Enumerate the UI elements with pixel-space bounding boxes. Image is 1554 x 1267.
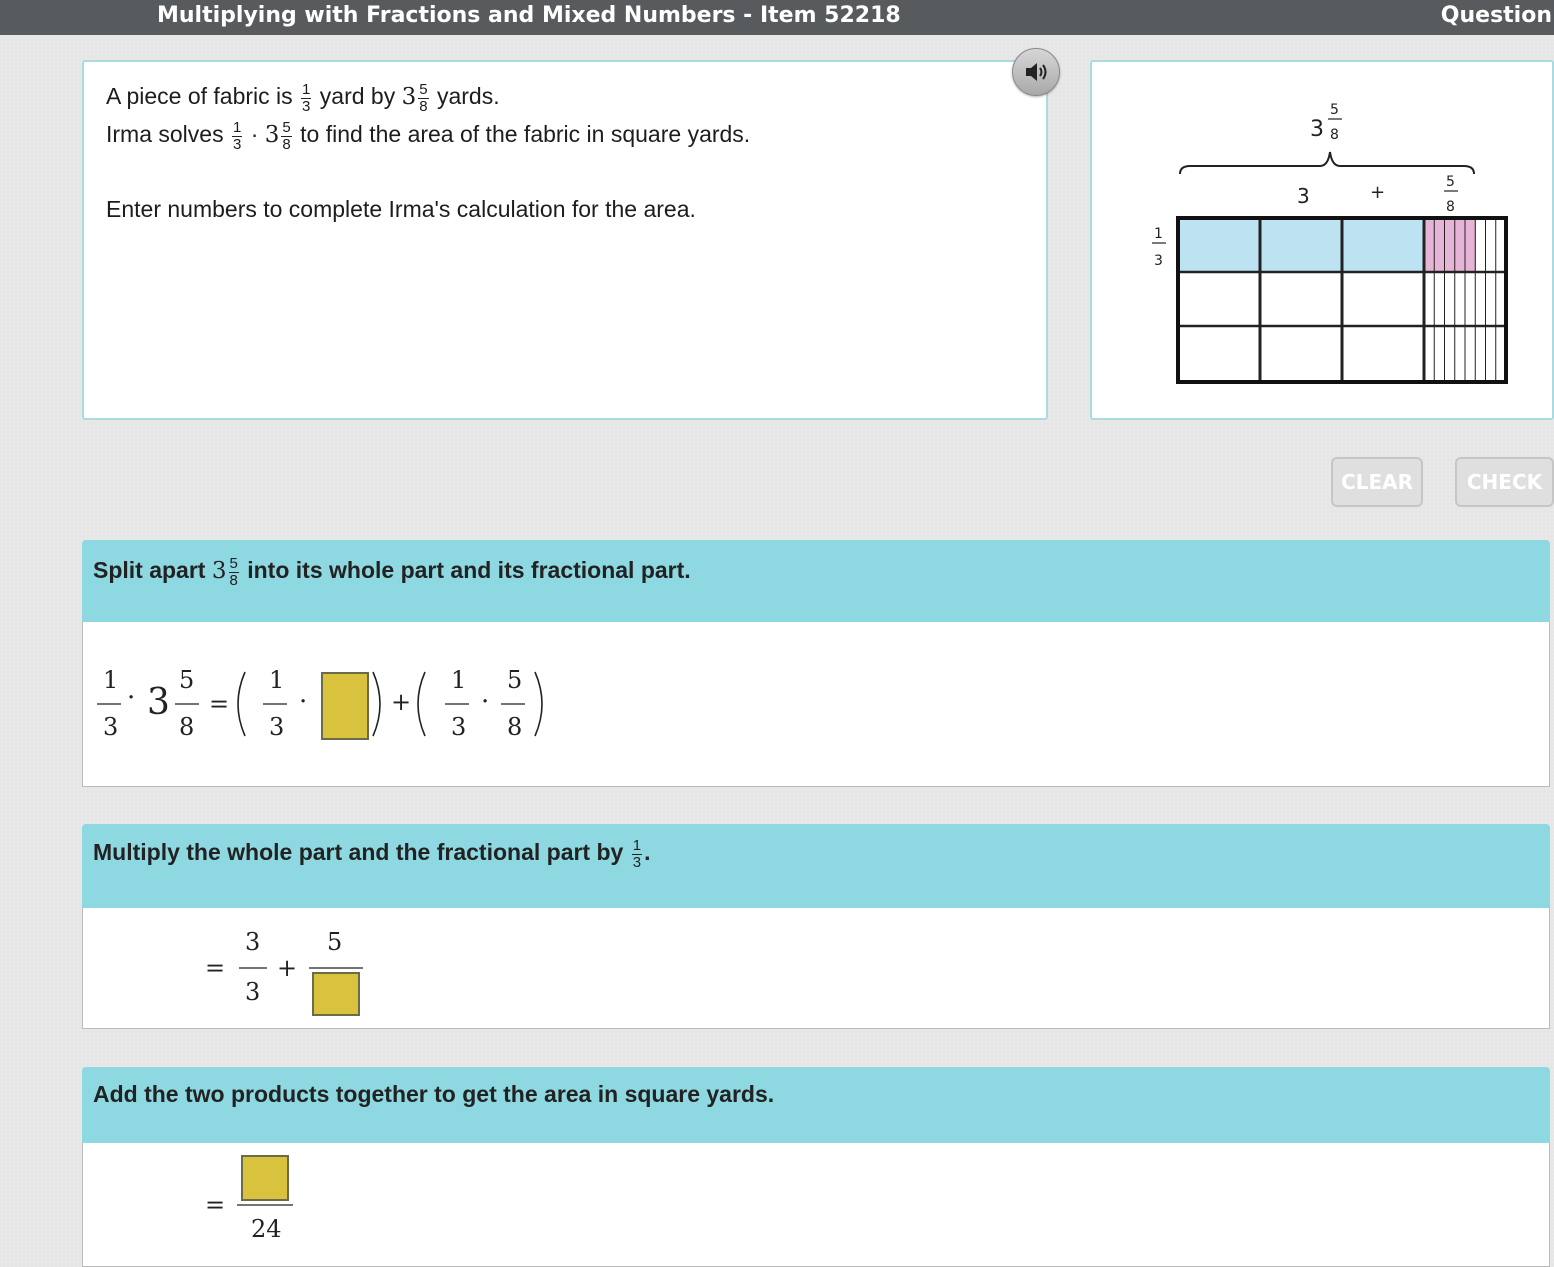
svg-text:+: + bbox=[277, 954, 298, 982]
instruction-text: Enter numbers to complete Irma's calculation for the area. bbox=[106, 196, 696, 222]
whole-part-label: 3 bbox=[1297, 184, 1310, 208]
svg-text:1: 1 bbox=[269, 666, 285, 694]
question-label: Question bbox=[1440, 3, 1552, 28]
step-2-label: Multiply the whole part and the fractional part by $\frac{1}{3}$ . bbox=[93, 837, 651, 871]
svg-text:5: 5 bbox=[327, 928, 343, 956]
audio-button[interactable] bbox=[1012, 48, 1060, 96]
model-whole-label: 3 bbox=[1310, 117, 1324, 142]
fraction: $\frac{1}{3}$ bbox=[632, 837, 642, 871]
svg-text:·: · bbox=[299, 687, 308, 717]
step-1-header bbox=[82, 540, 1550, 622]
side-label: 1 bbox=[1154, 226, 1163, 242]
check-button[interactable]: CHECK bbox=[1455, 457, 1554, 507]
svg-text:3: 3 bbox=[245, 978, 261, 1006]
svg-text:·: · bbox=[127, 683, 136, 713]
svg-text:5: 5 bbox=[1330, 102, 1339, 118]
svg-text:·: · bbox=[481, 687, 490, 717]
step-3-body bbox=[82, 1143, 1550, 1267]
svg-text:8: 8 bbox=[507, 713, 523, 741]
step-1-equation bbox=[83, 622, 683, 786]
svg-text:8: 8 bbox=[1330, 127, 1339, 143]
step-2-body bbox=[82, 908, 1550, 1029]
fraction: $\frac{5}{8}$ bbox=[419, 81, 428, 115]
speaker-icon bbox=[1023, 60, 1049, 84]
svg-text:+: + bbox=[391, 688, 412, 716]
title-bar bbox=[0, 0, 1554, 35]
answer-input-whole[interactable] bbox=[321, 672, 369, 740]
svg-text:8: 8 bbox=[1446, 199, 1455, 215]
svg-text:5: 5 bbox=[179, 666, 195, 694]
svg-text:3: 3 bbox=[269, 713, 285, 741]
fraction: $\frac{5}{8}$ bbox=[282, 119, 291, 153]
svg-text:3: 3 bbox=[103, 713, 119, 741]
step-3-label: Add the two products together to get the area in square yards. bbox=[93, 1081, 775, 1107]
clear-button[interactable]: CLEAR bbox=[1331, 457, 1423, 507]
svg-text:=: = bbox=[209, 690, 230, 718]
problem-line-1: A piece of fabric is $\frac{1}{3}$ yard by 3 $\frac{5}{8}$ yards. bbox=[106, 81, 500, 115]
area-grid bbox=[1178, 218, 1506, 382]
svg-text:5: 5 bbox=[507, 666, 523, 694]
step-1-label: Split apart 3 $\frac{5}{8}$ into its whole part and its fractional part. bbox=[93, 555, 691, 589]
svg-text:=: = bbox=[205, 1191, 226, 1219]
step-1-body bbox=[82, 622, 1550, 787]
svg-text:8: 8 bbox=[179, 713, 195, 741]
brace bbox=[1180, 152, 1474, 174]
svg-text:1: 1 bbox=[451, 666, 467, 694]
answer-input-numerator[interactable] bbox=[241, 1155, 289, 1201]
svg-text:3: 3 bbox=[1154, 253, 1163, 269]
svg-text:24: 24 bbox=[251, 1215, 282, 1243]
answer-input-denominator[interactable] bbox=[312, 972, 360, 1016]
fraction: $\frac{1}{3}$ bbox=[232, 119, 242, 153]
svg-text:3: 3 bbox=[147, 682, 170, 723]
problem-panel bbox=[82, 60, 1048, 420]
svg-text:5: 5 bbox=[1446, 174, 1455, 190]
svg-text:3: 3 bbox=[451, 713, 467, 741]
step-2-header bbox=[82, 824, 1550, 908]
plus-label: + bbox=[1370, 182, 1386, 203]
fraction: $\frac{5}{8}$ bbox=[229, 555, 238, 589]
problem-line-2: Irma solves $\frac{1}{3}$ · 3 $\frac{5}{8}$ to find the area of the fabric in square yards. bbox=[106, 119, 751, 153]
svg-text:1: 1 bbox=[103, 666, 119, 694]
fraction: $\frac{1}{3}$ bbox=[302, 81, 311, 115]
svg-text:3: 3 bbox=[245, 928, 261, 956]
area-model bbox=[1092, 62, 1552, 418]
svg-text:=: = bbox=[205, 954, 226, 982]
step-3-header bbox=[82, 1067, 1550, 1143]
step-2-equation bbox=[83, 908, 483, 1028]
page-title: Multiplying with Fractions and Mixed Numbers - Item 52218 bbox=[157, 3, 901, 28]
area-model-panel bbox=[1090, 60, 1554, 420]
